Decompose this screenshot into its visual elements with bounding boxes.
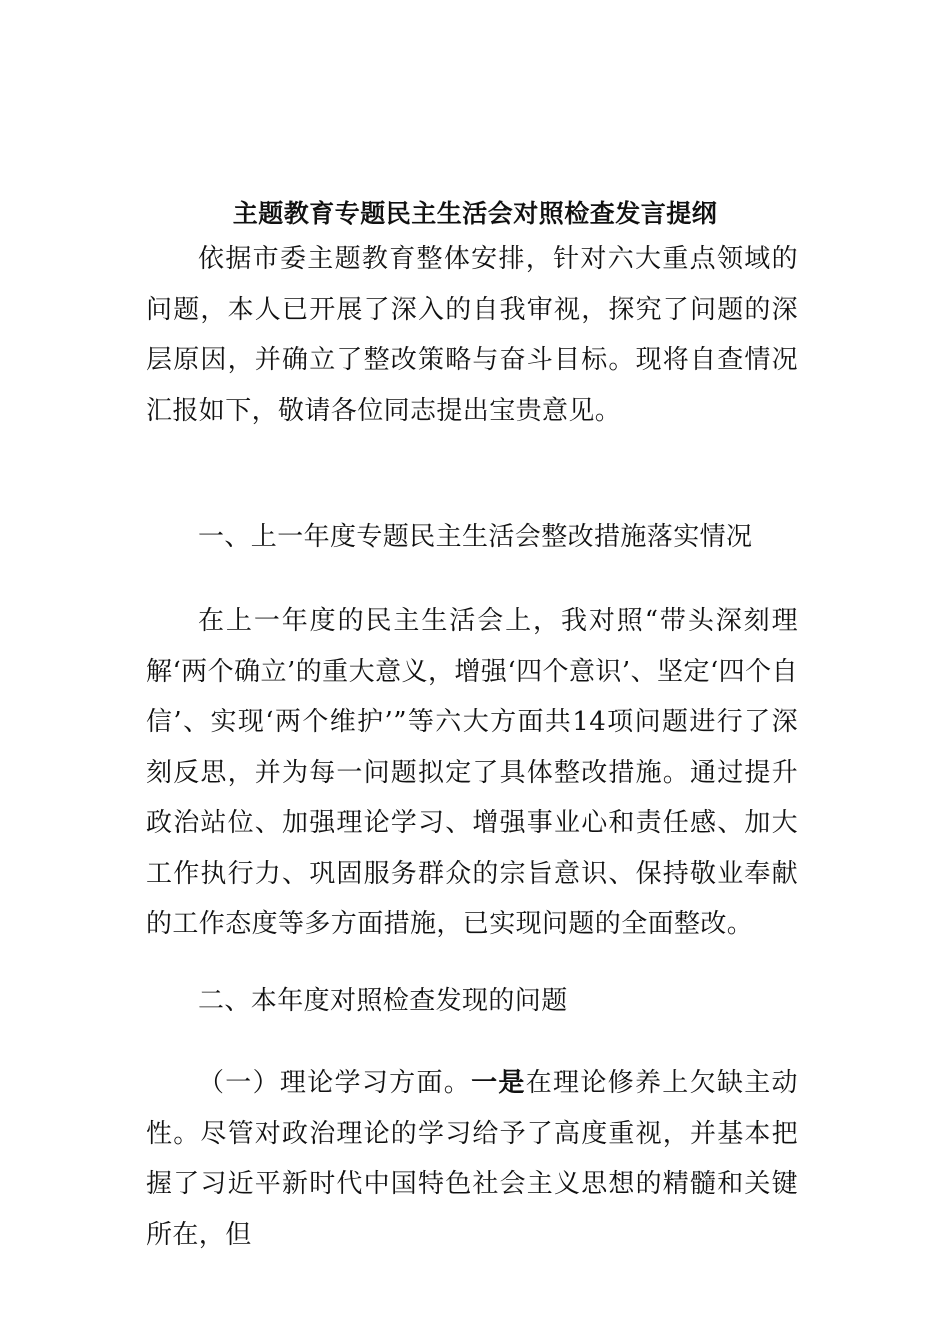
intro-paragraph: 依据市委主题教育整体安排，针对六大重点领域的问题，本人已开展了深入的自我审视，探究了问题的深层原因，并确立了整改策略与奋斗目标。现将自查情况汇报如下，敬请各位同志提出宝贵意见。: [146, 244, 798, 426]
section-2-item-1: [146, 1058, 798, 1260]
section-1-heading: 一、上一年度专题民主生活会整改措施落实情况: [198, 522, 753, 552]
section-1-body: 在上一年度的民主生活会上，我对照“带头深刻理解‘两个确立’的重大意义，增强‘四个意识’、坚定‘四个自信’、实现‘两个维护’”等六大方面共14项问题进行了深刻反思，并为每一问题拟定了具体整改措施。通过提升政治站位、加强理论学习、增强事业心和责任感、加大工作执行力、巩固服务群众的宗旨意识、保持敬业奉献的工作态度等多方面措施，已实现问题的全面整改。: [146, 606, 798, 939]
item-1-marker: 一是: [471, 1068, 526, 1098]
item-1-prefix: （一）理论学习方面。: [198, 1068, 472, 1098]
section-2-heading: 二、本年度对照检查发现的问题: [198, 986, 568, 1016]
item-1-text: 在理论修养上欠缺主动性。尽管对政治理论的学习给予了高度重视，并基本把握了习近平新时代中国特色社会主义思想的精髓和关键所在，但: [146, 1068, 798, 1250]
document-title: 主题教育专题民主生活会对照检查发言提纲: [232, 199, 718, 228]
